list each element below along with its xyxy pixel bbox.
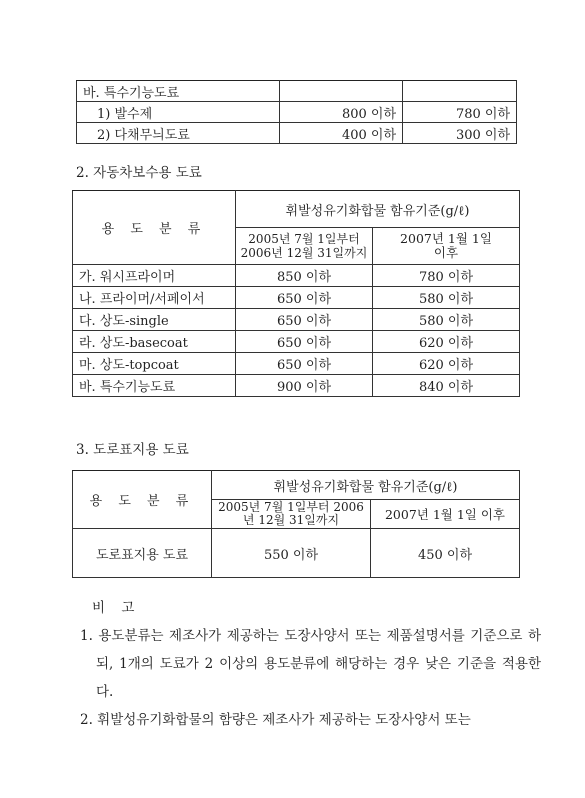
header-category: 용 도 분 류 — [73, 191, 236, 265]
row-label: 라. 상도-basecoat — [73, 331, 236, 353]
row-label: 마. 상도-topcoat — [73, 353, 236, 375]
row-value-1: 650 이하 — [236, 309, 373, 331]
row-label: 다. 상도-single — [73, 309, 236, 331]
period-2: 2007년 1월 1일 이후 — [373, 228, 520, 265]
row-value-2: 780 이하 — [403, 102, 517, 123]
row-value-1: 650 이하 — [236, 331, 373, 353]
row-value-2: 580 이하 — [373, 309, 520, 331]
header-category: 용 도 분 류 — [73, 471, 212, 529]
period-1: 2005년 7월 1일부터 2006년 12월 31일까지 — [236, 228, 373, 265]
period-2: 2007년 1월 1일 이후 — [371, 500, 520, 529]
row-value-2: 450 이하 — [371, 529, 520, 578]
category-heading: 바. 특수기능도료 — [77, 81, 280, 102]
road-marking-coatings-table — [72, 470, 520, 578]
row-value-1: 900 이하 — [236, 375, 373, 397]
period-1: 2005년 7월 1일부터 2006년 12월 31일까지 — [212, 500, 371, 529]
row-value-2: 300 이하 — [403, 123, 517, 144]
row-value-2: 580 이하 — [373, 287, 520, 309]
special-coatings-table — [76, 80, 517, 144]
row-label: 2) 다채무늬도료 — [77, 123, 280, 144]
header-standard: 휘발성유기화합물 함유기준(g/ℓ) — [236, 191, 520, 228]
row-label: 나. 프라이머/서페이서 — [73, 287, 236, 309]
auto-repair-coatings-table — [72, 190, 520, 397]
row-value-1: 400 이하 — [280, 123, 403, 144]
row-value-2: 620 이하 — [373, 353, 520, 375]
row-label: 도로표지용 도료 — [73, 529, 212, 578]
row-value-1: 800 이하 — [280, 102, 403, 123]
row-label: 1) 발수제 — [77, 102, 280, 123]
row-value-1: 850 이하 — [236, 265, 373, 287]
row-value-1: 550 이하 — [212, 529, 371, 578]
row-value-2: 840 이하 — [373, 375, 520, 397]
row-label: 가. 워시프라이머 — [73, 265, 236, 287]
note-item: 1. 용도분류는 제조사가 제공하는 도장사양서 또는 제품설명서를 기준으로 하되, 1개의 도료가 2 이상의 용도분류에 해당하는 경우 낮은 기준을 적용한다. — [80, 628, 541, 700]
section-title: 2. 자동차보수용 도료 — [76, 165, 202, 181]
row-value-2: 620 이하 — [373, 331, 520, 353]
note-item: 2. 휘발성유기화합물의 함량은 제조사가 제공하는 도장사양서 또는 — [80, 712, 471, 728]
header-standard: 휘발성유기화합물 함유기준(g/ℓ) — [212, 471, 520, 500]
row-value-1: 650 이하 — [236, 353, 373, 375]
notes-title: 비 고 — [92, 600, 141, 616]
row-value-2: 780 이하 — [373, 265, 520, 287]
row-label: 바. 특수기능도료 — [73, 375, 236, 397]
section-title: 3. 도로표지용 도료 — [76, 442, 189, 458]
row-value-1: 650 이하 — [236, 287, 373, 309]
